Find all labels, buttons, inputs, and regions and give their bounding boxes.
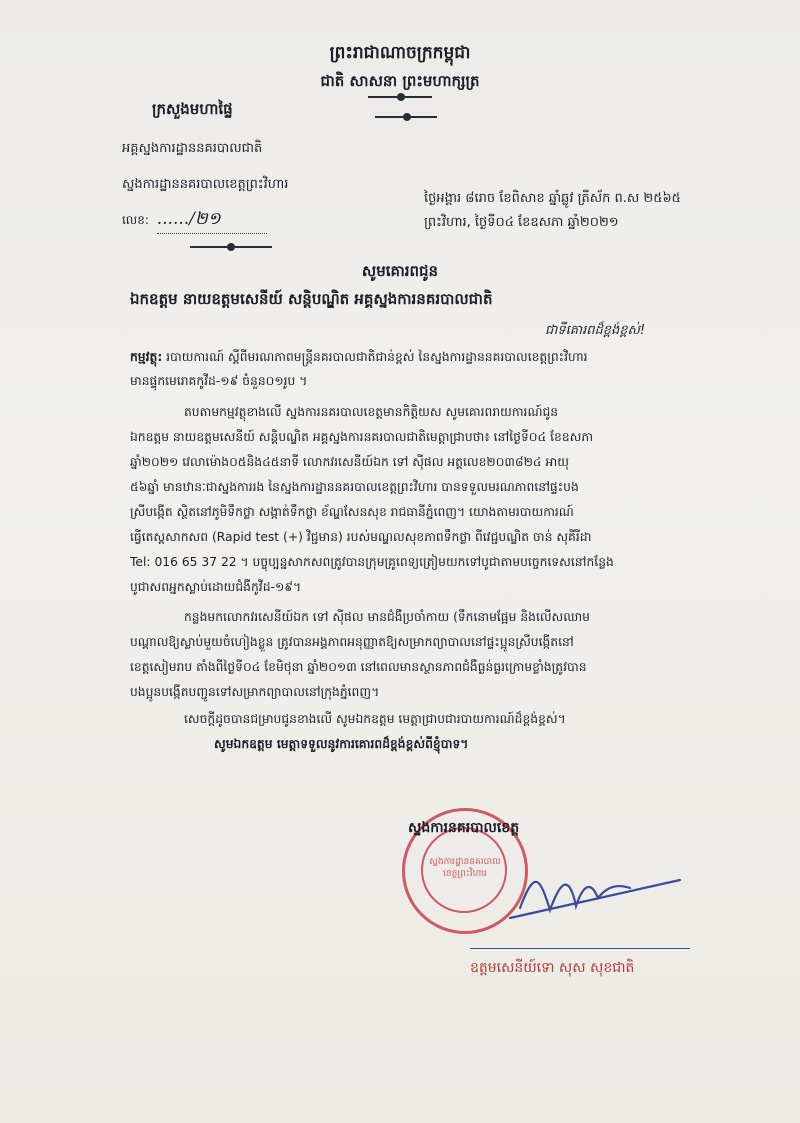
body-line: ឯកឧត្តម នាយឧត្តមសេនីយ៍ សន្តិបណ្ឌិត អគ្គស្នងការនគរបាលជាតិមេត្តាជ្រាបថា៖ នៅថ្ងៃទី០៤ ខែឧសភា <box>130 430 594 444</box>
salutation-purpose: ជាទីគោរពដ៏ខ្ពង់ខ្ពស់! <box>545 323 646 338</box>
reference-number <box>122 208 267 234</box>
body-line: ៥៦ឆ្នាំ មានឋានៈជាស្នងការរង នៃស្នងការដ្ឋាននគរបាលខេត្តព្រះវិហារ បានទទួលមរណភាពនៅផ្ទះបង <box>130 480 579 494</box>
header-divider <box>368 96 432 98</box>
body-line: ស្រីបង្កើត ស្ថិតនៅភូមិទឹកថ្លា សង្កាត់ទឹកថ្លា ខ័ណ្ឌសែនសុខ រាជធានីភ្នំពេញ។ យោងតាមរបាយការណ៍ <box>130 505 574 519</box>
subject-label: កម្មវត្ថុ: <box>130 350 163 364</box>
body-line: មានផ្ទុកមេរោគកូវីដ-១៩ ចំនួន០១រូប ។ <box>130 374 308 388</box>
handwritten-signature <box>480 848 700 948</box>
body-line: ធ្វើតេស្តសាកសព (Rapid test (+) វិជ្ជមាន) របស់មណ្ឌលសុខភាពទឹកថ្លា ពីវេជ្ជបណ្ឌិត ចាន់ សុគីរីដា <box>130 530 592 544</box>
body-line: កន្លងមកលោកវរសេនីយ៍ឯក ទៅ ស៊ីផល មានជំងឺប្រចាំកាយ (ទឹកនោមផ្អែម និងលើសឈាម <box>184 610 590 624</box>
signatory-title: ស្នងការនគរបាលខេត្ត <box>408 820 520 836</box>
body-line: Tel: 016 65 37 22 ។ បច្ចុប្បន្នសាកសពត្រូវបានក្រុមគ្រូពេទ្យត្រៀមយកទៅបូជាតាមបច្ចេកទេសនៅកន្លែង <box>130 555 614 569</box>
signatory-name: ឧត្តមសេនីយ៍ទោ សុស សុខជាតិ <box>470 960 635 976</box>
reference-divider <box>190 246 272 248</box>
body-line: បងប្អូនបង្កើតបញ្ជូនទៅសម្រាកព្យាបាលនៅក្រុងភ្នំពេញ។ <box>130 685 380 699</box>
ministry-divider <box>375 116 437 118</box>
national-motto: ជាតិ សាសនា ព្រះមហាក្សត្រ <box>320 72 480 90</box>
signature-underline <box>470 948 690 949</box>
salutation-respect: សូមគោរពជូន <box>361 262 439 280</box>
stamp-text: ស្នងការដ្ឋាននគរបាលខេត្តព្រះវិហារ <box>429 857 501 879</box>
ministry-name: ក្រសួងមហាផ្ទៃ <box>152 100 233 118</box>
kingdom-heading: ព្រះរាជាណាចក្រកម្ពុជា <box>329 43 471 63</box>
reference-value: ....../២១ <box>157 208 267 234</box>
lunar-date: ថ្ងៃអង្គារ ៨រោច ខែពិសាខ ឆ្នាំឆ្លូវ ត្រីស័ក ព.ស ២៥៦៥ <box>424 191 681 206</box>
solar-date: ព្រះវិហារ, ថ្ងៃទី០៤ ខែឧសភា ឆ្នាំ២០២១ <box>424 215 619 230</box>
body-line: បណ្តាលឱ្យស្លាប់មួយចំហៀងខ្លួន ត្រូវបានអង្គភាពអនុញ្ញាតឱ្យសម្រាកព្យាបាលនៅផ្ទះប្អូនស្រីបង្កើតនៅ <box>130 635 574 649</box>
body-line: ខេត្តសៀមរាប តាំងពីថ្ងៃទី០៤ ខែមិថុនា ឆ្នាំ២០១៣ នៅពេលមានស្ថានភាពជំងឺធ្ងន់ធ្ងរក្រោមខ្លាំងត្រូវបាន <box>130 660 587 674</box>
subject-line <box>130 350 588 368</box>
reference-label: លេខ: <box>122 213 149 227</box>
body-line: សូមឯកឧត្តម មេត្តាទទួលនូវការគោរពដ៏ខ្ពង់ខ្ពស់ពីខ្ញុំបាទ។ <box>214 737 469 751</box>
department-general-commissariat: អគ្គស្នងការដ្ឋាននគរបាលជាតិ <box>122 141 263 156</box>
body-line: ឆ្នាំ២០២១ វេលាម៉ោង០៥និង៤៥នាទី លោកវរសេនីយ៍ឯក ទៅ ស៊ីផល អត្តលេខ២០៣៨២៤ អាយុ <box>130 455 569 469</box>
addressee: ឯកឧត្តម នាយឧត្តមសេនីយ៍ សន្តិបណ្ឌិត អគ្គស្នងការនគរបាលជាតិ <box>130 290 493 308</box>
department-provincial-police: ស្នងការដ្ឋាននគរបាលខេត្តព្រះវិហារ <box>122 177 289 192</box>
body-line: សេចក្តីដូចបានជម្រាបជូនខាងលើ សូមឯកឧត្តម មេត្តាជ្រាបជារបាយការណ៍ដ៏ខ្ពង់ខ្ពស់។ <box>184 712 566 726</box>
body-line: តបតាមកម្មវត្ថុខាងលើ ស្នងការនគរបាលខេត្តមានកិត្តិយស សូមគោរពរាយការណ៍ជូន <box>184 405 559 419</box>
body-line: បូជាសពអ្នកស្លាប់ដោយជំងឺកូវីដ-១៩។ <box>130 580 302 594</box>
body-line: របាយការណ៍ ស្តីពីមរណភាពមន្ត្រីនគរបាលជាតិជាន់ខ្ពស់ នៃស្នងការដ្ឋាននគរបាលខេត្តព្រះវិហារ <box>162 350 588 364</box>
